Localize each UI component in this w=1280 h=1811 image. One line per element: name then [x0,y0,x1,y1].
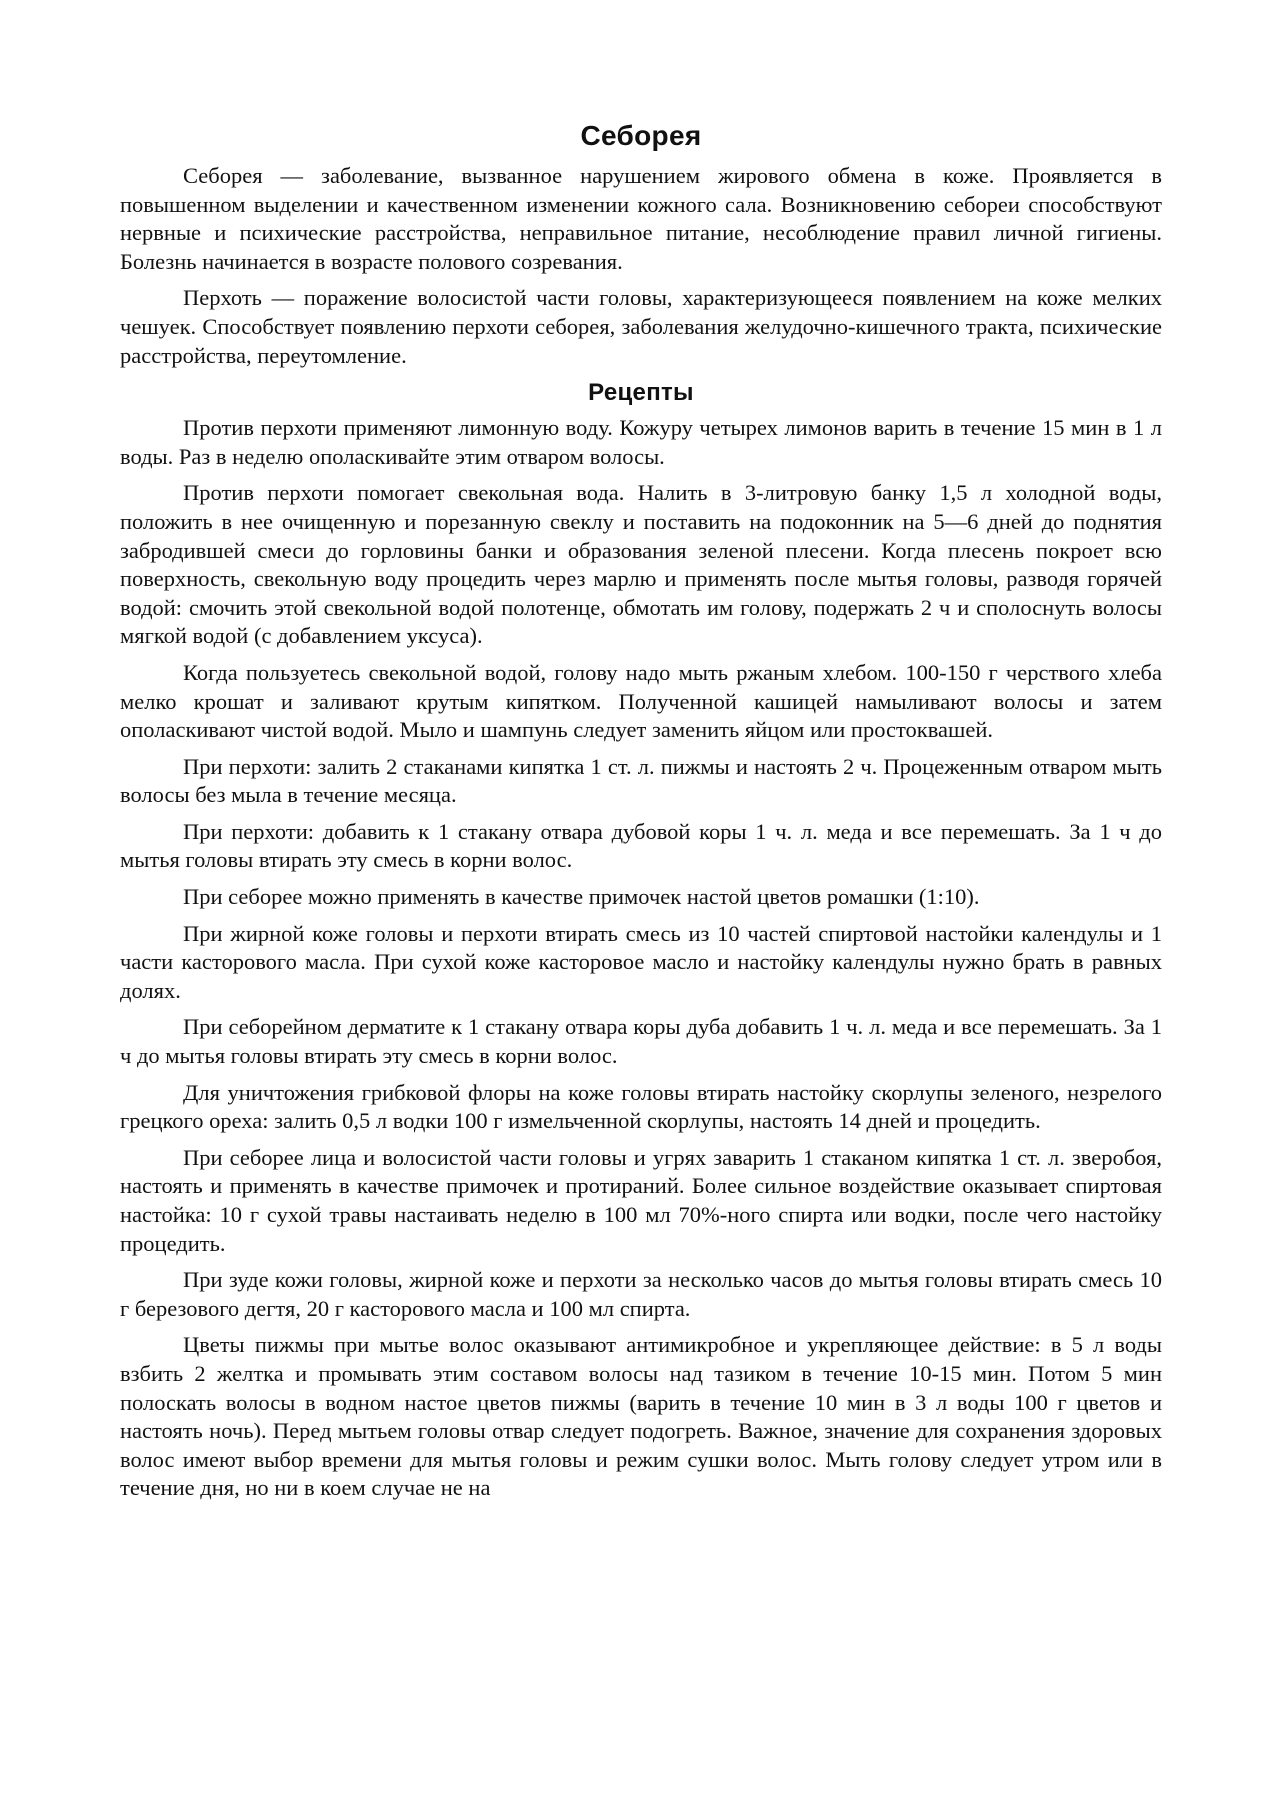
recipe-paragraph: При себорее можно применять в качестве примочек настой цветов ромашки (1:10). [183,884,980,910]
recipe-paragraph: При себорейном дерматите к 1 стакану отвара коры дуба добавить 1 ч. л. меда и все перемешать. За 1 ч до мытья головы втирать эту смесь в корни волос. [120,1014,1162,1069]
page-title: Себорея [580,120,702,151]
recipe-paragraph: При себорее лица и волосистой части головы и угрях заварить 1 стаканом кипятка 1 ст. л. зверобоя, настоять и применять в качестве примочек и протираний. Более сильное воздействие оказывает спиртовая настойка: 10 г сухой травы настаивать неделю в 100 мл 70%-ного спирта или водки, после чего настойку процедить. [120,1144,1162,1256]
recipe-paragraph: При перхоти: добавить к 1 стакану отвара дубовой коры 1 ч. л. меда и все перемешать. За 1 ч до мытья головы втирать эту смесь в корни волос. [120,818,1162,873]
recipe-paragraph: Для уничтожения грибковой флоры на коже головы втирать настойку скорлупы зеленого, незрелого грецкого ореха: залить 0,5 л водки 100 г измельченной скорлупы, настоять 14 дней и процедить. [120,1079,1162,1134]
recipe-paragraph: При перхоти: залить 2 стаканами кипятка 1 ст. л. пижмы и настоять 2 ч. Процеженным отваром мыть волосы без мыла в течение месяца. [120,753,1162,808]
recipe-paragraph: При зуде кожи головы, жирной коже и перхоти за несколько часов до мытья головы втирать смесь 10 г березового дегтя, 20 г касторового масла и 100 мл спирта. [120,1267,1162,1321]
section-heading-recipes: Рецепты [588,379,694,407]
recipe-paragraph: При жирной коже головы и перхоти втирать смесь из 10 частей спиртовой настойки календулы и 1 части касторового масла. При сухой коже касторовое масло и настойку календулы нужно брать в равных долях. [120,920,1162,1003]
intro-paragraph: Себорея — заболевание, вызванное нарушением жирового обмена в коже. Проявляется в повышенном выделении и качественном изменении кожного сала. Возникновению себореи способствуют нервные и психические расстройства, неправильное питание, несоблюдение правил личной гигиены. Болезнь начинается в возрасте полового созревания. [120,163,1162,274]
document-body [120,118,1162,1511]
recipe-paragraph: Против перхоти применяют лимонную воду. Кожуру четырех лимонов варить в течение 15 мин в 1 л воды. Раз в неделю ополаскивайте этим отваром волосы. [120,415,1162,469]
recipe-paragraph: Цветы пижмы при мытье волос оказывают антимикробное и укрепляющее действие: в 5 л воды взбить 2 желтка и промывать этим составом волосы над тазиком в течение 10-15 мин. Потом 5 мин полоскать волосы в водном настое цветов пижмы (варить в течение 10 мин в 3 л воды 100 г цветов и настоять ночь). Перед мытьем головы отвар следует подогреть. Важное, значение для сохранения здоровых волос имеют выбор времени для мытья головы и режим сушки волос. Мыть голову следует утром или в течение дня, но ни в коем случае не на [120,1332,1162,1501]
intro-paragraph: Перхоть — поражение волосистой части головы, характеризующееся появлением на коже мелких чешуек. Способствует появлению перхоти себорея, заболевания желудочно-кишечного тракта, психические расстройства, переутомление. [120,285,1162,368]
recipe-paragraph: Против перхоти помогает свекольная вода. Налить в 3-литровую банку 1,5 л холодной воды, положить в нее очищенную и порезанную свеклу и поставить на подоконник на 5—6 дней до поднятия забродившей смеси до горловины банки и образования зеленой плесени. Когда плесень покроет всю поверхность, свекольную воду процедить через марлю и применять после мытья головы, разводя горячей водой: смочить этой свекольной водой полотенце, обмотать им голову, подержать 2 ч и сполоснуть волосы мягкой водой (с добавлением уксуса). [120,480,1162,649]
recipe-paragraph: Когда пользуетесь свекольной водой, голову надо мыть ржаным хлебом. 100-150 г черствого хлеба мелко крошат и заливают крутым кипятком. Полученной кашицей намыливают волосы и затем ополаскивают чистой водой. Мыло и шампунь следует заменить яйцом или простоквашей. [120,659,1162,743]
